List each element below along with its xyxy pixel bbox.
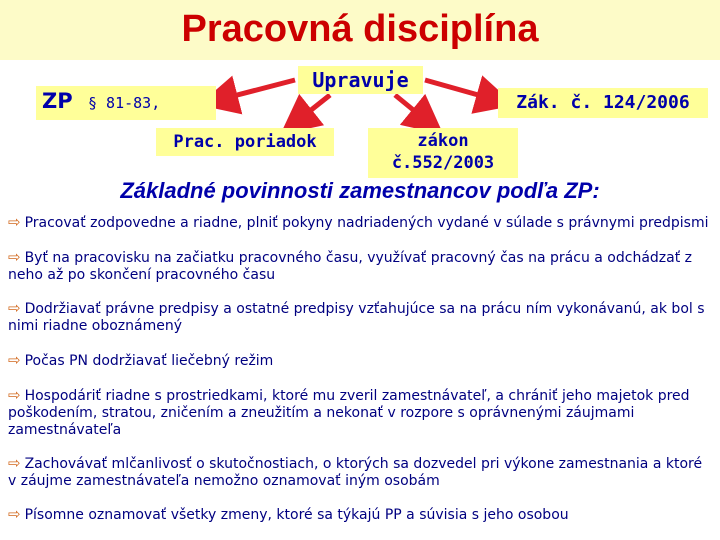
list-item [8, 455, 714, 490]
zp-sub-label: § 81-83, [88, 94, 161, 112]
zakon-line2: č.552/2003 [391, 153, 495, 173]
arrow-to-zakon [395, 95, 428, 122]
arrow-to-zak [425, 80, 496, 100]
arrow-bullet-icon: ⇨ [8, 454, 21, 472]
list-item-text: Písomne oznamovať všetky zmeny, ktoré sa týkajú PP a súvisia s jeho osobou [24, 507, 569, 523]
list-item [8, 387, 714, 439]
prac-poriadok-box: Prac. poriadok [156, 128, 334, 156]
list-item-text: Hospodáriť riadne s prostriedkami, ktoré mu zveril zamestnávateľ, a chrániť jeho majetok pred poškodením, stratou, zničením a zneužitím a nekonať v rozpore s oprávnenými záujmami zamestnávateľa [8, 388, 690, 438]
zp-box [36, 86, 216, 120]
arrow-bullet-icon: ⇨ [8, 248, 21, 266]
duties-heading: Základné povinnosti zamestnancov podľa ZP: [120, 178, 600, 203]
slide-title: Pracovná disciplína [181, 8, 539, 50]
list-item-text: Pracovať zodpovedne a riadne, plniť pokyny nadriadených vydané v súlade s právnymi predpismi [24, 215, 709, 231]
arrow-to-prac [296, 95, 330, 122]
zakon-line1: zákon [417, 131, 469, 151]
arrow-bullet-icon: ⇨ [8, 351, 21, 369]
duties-list [8, 214, 714, 524]
list-item-text: Byť na pracovisku na začiatku pracovného času, využívať pracovný čas na prácu a odchádzať z neho až po skončení pracovného času [8, 250, 692, 283]
list-item-text: Počas PN dodržiavať liečebný režim [24, 353, 274, 369]
zak-box: Zák. č. 124/2006 [498, 88, 708, 118]
arrow-bullet-icon: ⇨ [8, 505, 21, 523]
zp-main-label: ZP [42, 89, 73, 113]
list-item [8, 506, 714, 524]
list-item [8, 249, 714, 284]
list-item [8, 352, 714, 370]
arrow-bullet-icon: ⇨ [8, 299, 21, 317]
list-item [8, 214, 714, 232]
list-item-text: Dodržiavať právne predpisy a ostatné predpisy vzťahujúce sa na prácu ním vykonávanú, ak bol s nimi riadne oboznámený [8, 301, 705, 334]
arrow-to-zp [218, 80, 295, 100]
list-item [8, 300, 714, 335]
arrow-bullet-icon: ⇨ [8, 386, 21, 404]
upravuje-label: Upravuje [298, 66, 423, 94]
list-item-text: Zachovávať mlčanlivosť o skutočnostiach, o ktorých sa dozvedel pri výkone zamestnania a ktoré v záujme zamestnávateľa nemožno oznamovať iným osobám [8, 456, 703, 489]
arrow-bullet-icon: ⇨ [8, 213, 21, 231]
zakon-box [368, 128, 518, 178]
